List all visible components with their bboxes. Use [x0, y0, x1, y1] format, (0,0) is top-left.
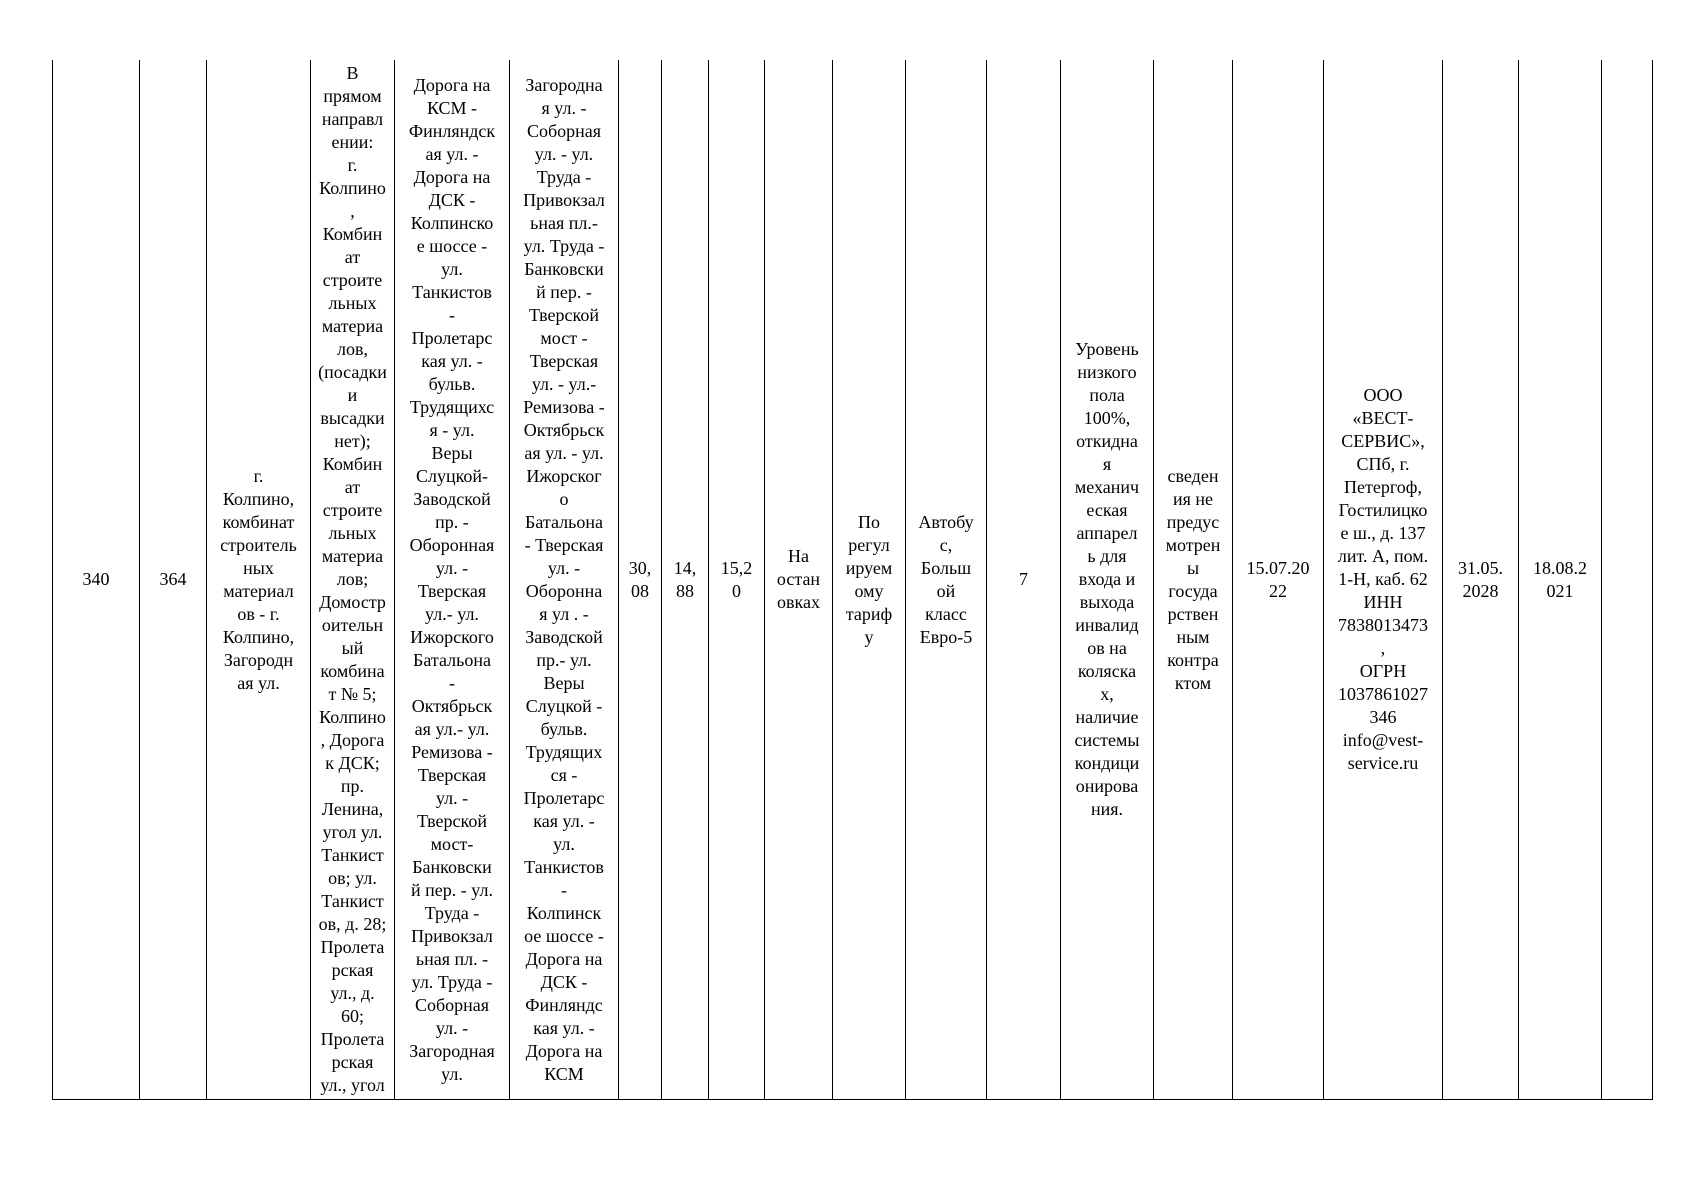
- cell-registration-date: 18.08.2 021: [1519, 60, 1602, 1100]
- cell-carrier: ООО «ВЕСТ- СЕРВИС», СПб, г. Петергоф, Гостилицко е ш., д. 137 лит. А, пом. 1-Н, каб. 62 ИНН 7838013473 , ОГРН 1037861027 346 info@vest- service.ru: [1324, 60, 1443, 1100]
- cell-vehicle: Автобу с, Больш ой класс Евро-5: [906, 60, 987, 1100]
- cell-stops: В прямом направл ении: г. Колпино , Комбин ат строите льных материа лов, (посадки и высадки нет); Комбин ат строите льных материа лов; Домостр оительн ый комбина т № 5; Колпино , Дорога к ДСК; пр. Ленина, угол ул. Танкист ов; ул. Танкист ов, д. 28; Пролета рская ул., д. 60; Пролета рская ул., угол: [311, 60, 395, 1100]
- cell-length-forward: 30, 08: [619, 60, 662, 1100]
- cell-boarding-order: На остан овках: [765, 60, 833, 1100]
- cell-registry-number: 364: [140, 60, 207, 1100]
- cell-contract: сведен ия не предус мотрен ы госуда рствен ным контра ктом: [1154, 60, 1233, 1100]
- cell-row-number: 340: [53, 60, 140, 1100]
- cell-streets-backward: Загородна я ул. - Соборная ул. - ул. Труда - Привокзал ьная пл.- ул. Труда - Банковски й пер. - Тверской мост - Тверская ул. - ул.- Ремизова - Октябрьск ая ул. - ул. Ижорског о Батальона - Тверская ул. - Оборонна я ул . - Заводской пр.- ул. Веры Слуцкой - бульв. Трудящих ся - Пролетарс кая ул. - ул. Танкистов - Колпинск ое шоссе - Дорога на ДСК - Финляндс кая ул. - Дорога на КСМ: [510, 60, 619, 1100]
- cell-length-total: 15,2 0: [709, 60, 765, 1100]
- cell-length-backward: 14, 88: [662, 60, 709, 1100]
- registry-table: [52, 60, 1653, 1100]
- cell-vehicle-features: Уровень низкого пола 100%, откидна я механич еская аппарел ь для входа и выхода инвалид ов на коляска х, наличие системы кондици онирова ния.: [1061, 60, 1154, 1100]
- cell-tariff: По регул ируем ому тариф у: [833, 60, 906, 1100]
- cell-streets-forward: Дорога на КСМ - Финляндск ая ул. - Дорога на ДСК - Колпинско е шоссе - ул. Танкистов - Пролетарс кая ул. - бульв. Трудящихс я - ул. Веры Слуцкой- Заводской пр. - Оборонная ул. - Тверская ул.- ул. Ижорского Батальона - Октябрьск ая ул.- ул. Ремизова - Тверская ул. - Тверской мост- Банковски й пер. - ул. Труда - Привокзал ьная пл. - ул. Труда - Соборная ул. - Загородная ул.: [395, 60, 510, 1100]
- cell-vehicle-count: 7: [987, 60, 1061, 1100]
- cell-route-name: г. Колпино, комбинат строитель ных материал ов - г. Колпино, Загородн ая ул.: [207, 60, 311, 1100]
- cell-extra: [1602, 60, 1653, 1100]
- cell-end-date: 31.05. 2028: [1443, 60, 1519, 1100]
- cell-start-date: 15.07.20 22: [1233, 60, 1324, 1100]
- table-row: [53, 60, 1653, 1100]
